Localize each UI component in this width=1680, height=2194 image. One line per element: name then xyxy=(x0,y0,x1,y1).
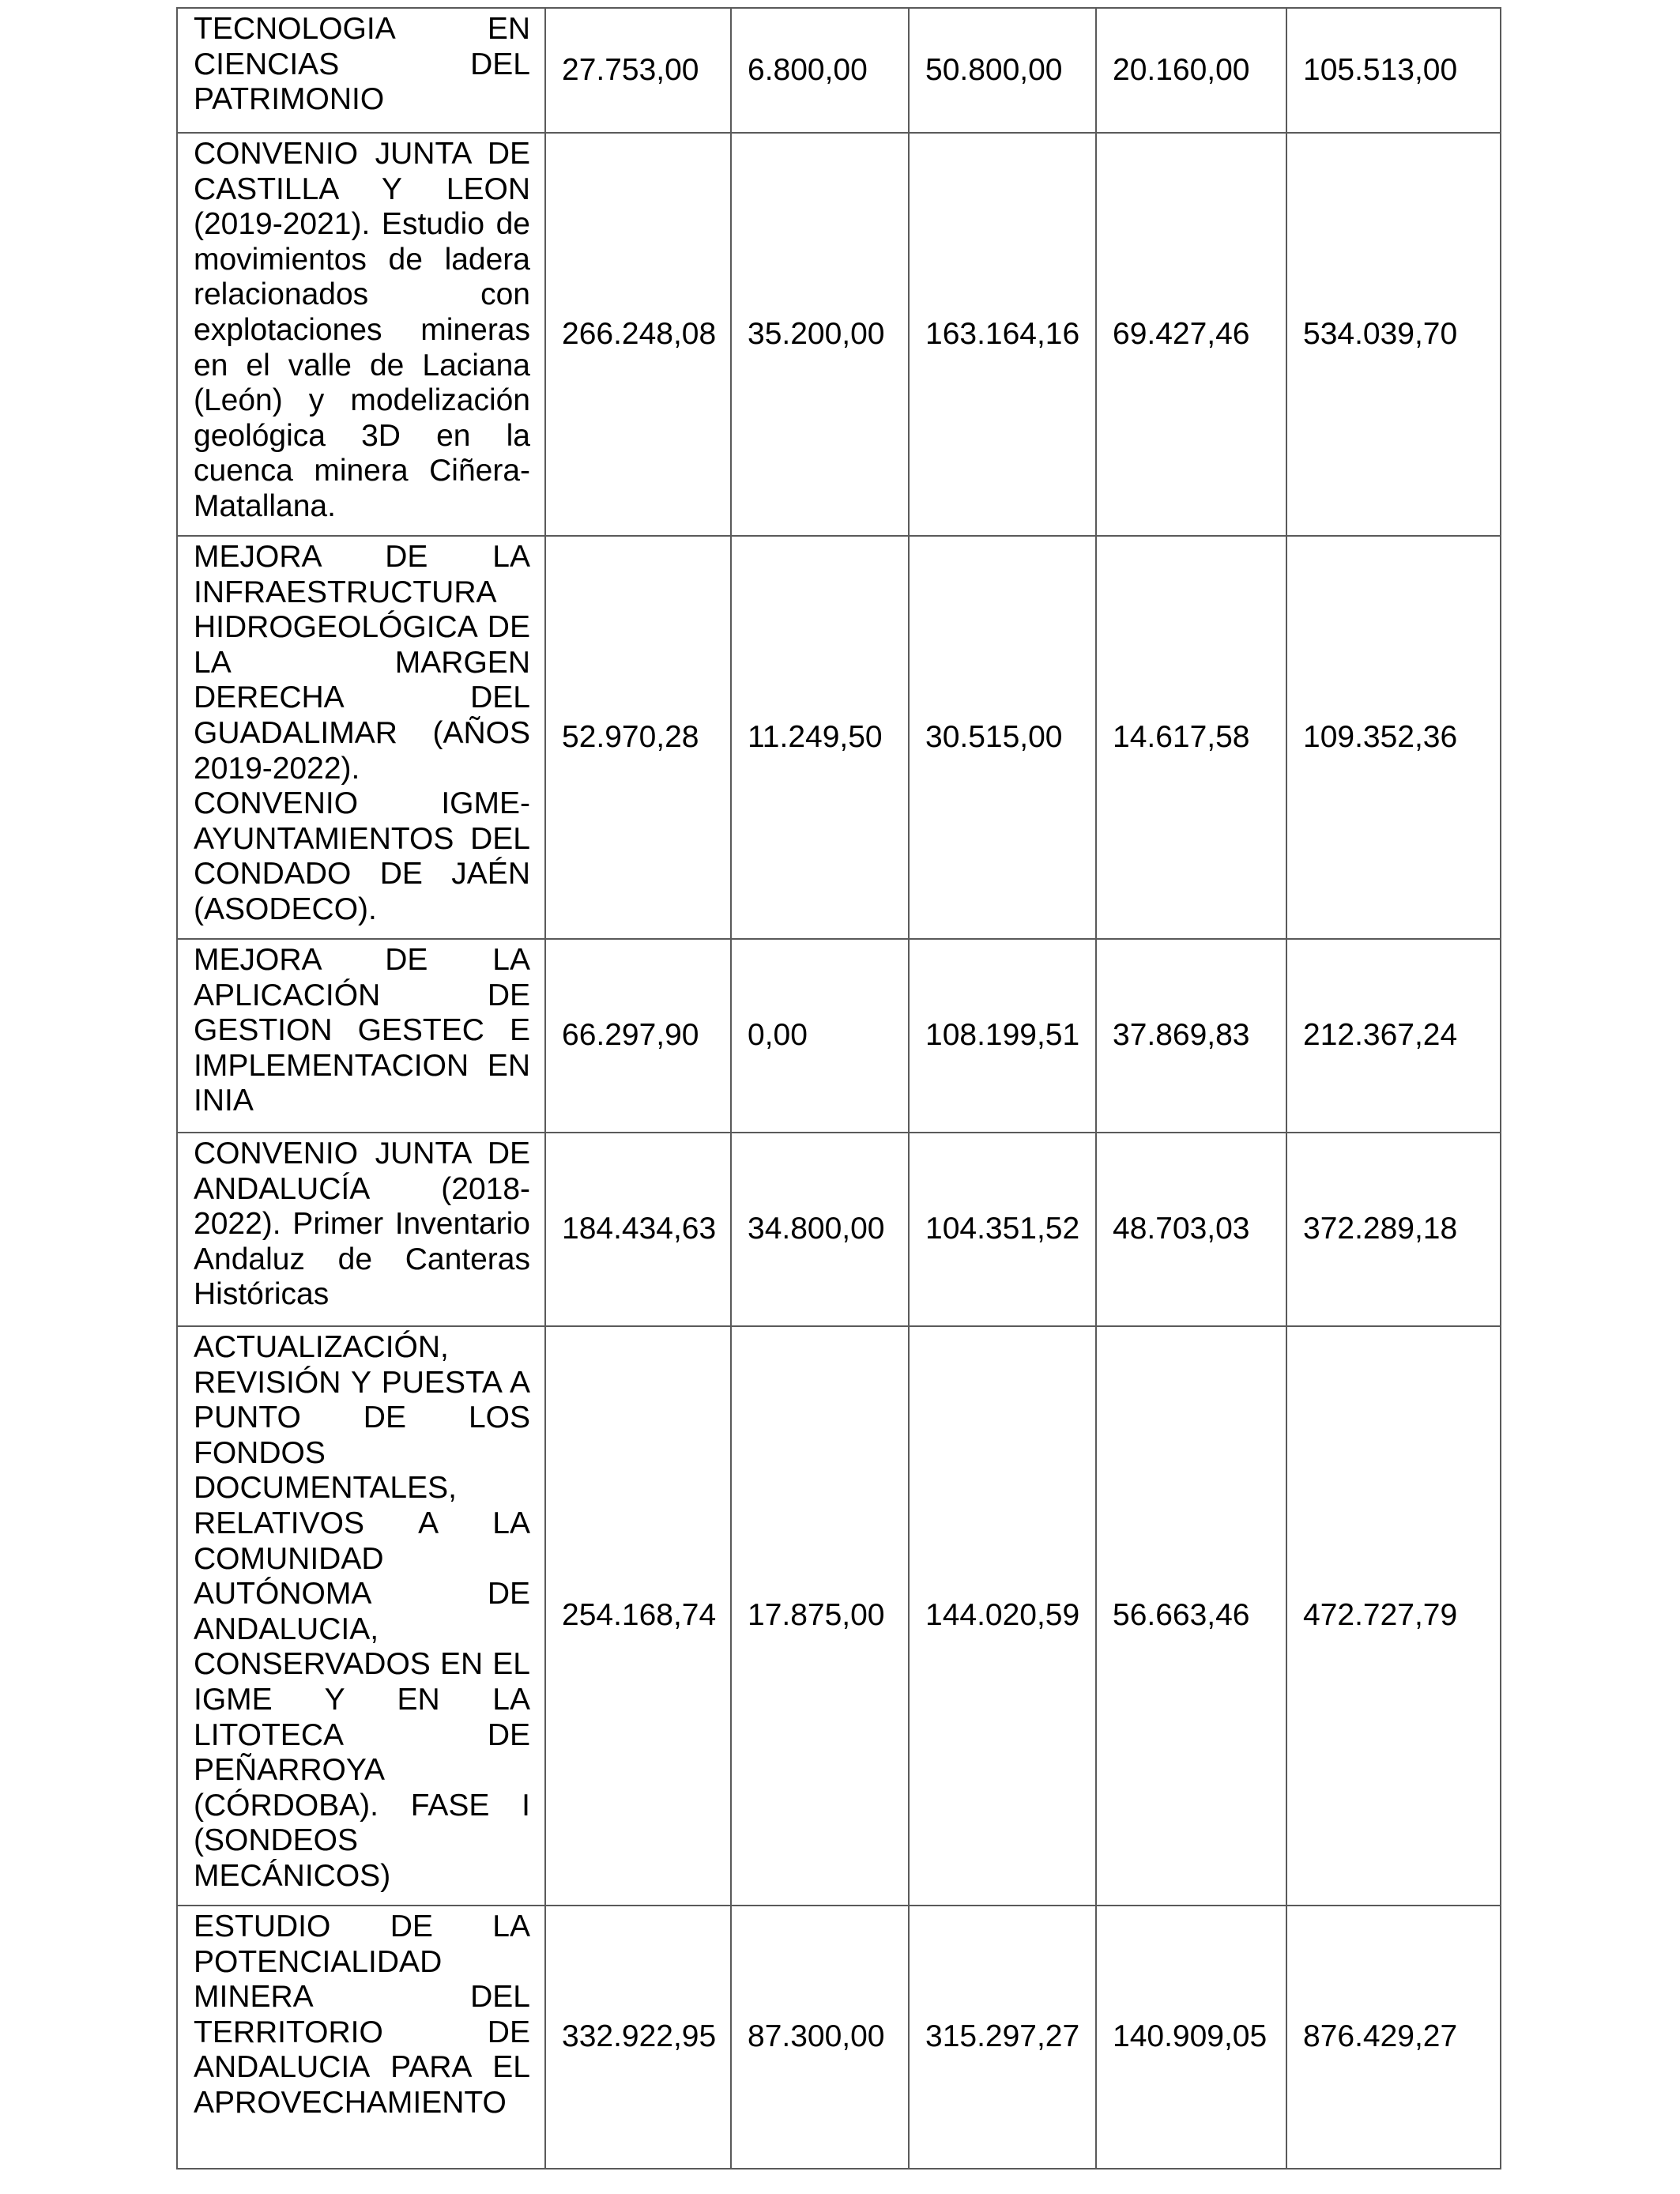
table-row xyxy=(177,133,1501,536)
amount-cell: 163.164,16 xyxy=(909,133,1096,536)
table-row xyxy=(177,1326,1501,1906)
table-row xyxy=(177,536,1501,939)
project-description: MEJORA DE LA APLICACIÓN DE GESTION GESTEC E IMPLEMENTACION EN INIA xyxy=(177,939,545,1133)
project-description: ESTUDIO DE LA POTENCIALIDAD MINERA DEL TERRITORIO DE ANDALUCIA PARA EL APROVECHAMIENTO xyxy=(177,1906,545,2169)
total-cell: 534.039,70 xyxy=(1286,133,1501,536)
amount-cell: 266.248,08 xyxy=(545,133,731,536)
amount-cell: 30.515,00 xyxy=(909,536,1096,939)
amount-cell: 87.300,00 xyxy=(731,1906,909,2169)
amount-cell: 48.703,03 xyxy=(1096,1133,1286,1326)
table-row xyxy=(177,1133,1501,1326)
amount-cell: 140.909,05 xyxy=(1096,1906,1286,2169)
project-description: ACTUALIZACIÓN, REVISIÓN Y PUESTA A PUNTO DE LOS FONDOS DOCUMENTALES, RELATIVOS A LA COMUNIDAD AUTÓNOMA DE ANDALUCIA, CONSERVADOS EN EL IGME Y EN LA LITOTECA DE PEÑARROYA (CÓRDOBA). FASE I (SONDEOS MECÁNICOS) xyxy=(177,1326,545,1906)
table-row xyxy=(177,1906,1501,2169)
amount-cell: 37.869,83 xyxy=(1096,939,1286,1133)
amount-cell: 6.800,00 xyxy=(731,8,909,133)
amount-cell: 35.200,00 xyxy=(731,133,909,536)
table-row xyxy=(177,8,1501,133)
total-cell: 876.429,27 xyxy=(1286,1906,1501,2169)
amount-cell: 50.800,00 xyxy=(909,8,1096,133)
project-description: CONVENIO JUNTA DE CASTILLA Y LEON (2019-2021). Estudio de movimientos de ladera relacionados con explotaciones mineras en el valle de Laciana (León) y modelización geológica 3D en la cuenca minera Ciñera-Matallana. xyxy=(177,133,545,536)
project-description: MEJORA DE LA INFRAESTRUCTURA HIDROGEOLÓGICA DE LA MARGEN DERECHA DEL GUADALIMAR (AÑOS 2019-2022). CONVENIO IGME-AYUNTAMIENTOS DEL CONDADO DE JAÉN (ASODECO). xyxy=(177,536,545,939)
amount-cell: 17.875,00 xyxy=(731,1326,909,1906)
total-cell: 472.727,79 xyxy=(1286,1326,1501,1906)
total-cell: 372.289,18 xyxy=(1286,1133,1501,1326)
amount-cell: 0,00 xyxy=(731,939,909,1133)
amount-cell: 332.922,95 xyxy=(545,1906,731,2169)
amount-cell: 27.753,00 xyxy=(545,8,731,133)
amount-cell: 104.351,52 xyxy=(909,1133,1096,1326)
amount-cell: 56.663,46 xyxy=(1096,1326,1286,1906)
amount-cell: 254.168,74 xyxy=(545,1326,731,1906)
total-cell: 109.352,36 xyxy=(1286,536,1501,939)
total-cell: 212.367,24 xyxy=(1286,939,1501,1133)
amount-cell: 14.617,58 xyxy=(1096,536,1286,939)
amount-cell: 184.434,63 xyxy=(545,1133,731,1326)
table-row xyxy=(177,939,1501,1133)
amount-cell: 69.427,46 xyxy=(1096,133,1286,536)
project-description: CONVENIO JUNTA DE ANDALUCÍA (2018-2022). Primer Inventario Andaluz de Canteras Históricas xyxy=(177,1133,545,1326)
project-description: TECNOLOGIA EN CIENCIAS DEL PATRIMONIO xyxy=(177,8,545,133)
amount-cell: 34.800,00 xyxy=(731,1133,909,1326)
amount-cell: 66.297,90 xyxy=(545,939,731,1133)
amount-cell: 315.297,27 xyxy=(909,1906,1096,2169)
total-cell: 105.513,00 xyxy=(1286,8,1501,133)
amount-cell: 52.970,28 xyxy=(545,536,731,939)
amount-cell: 108.199,51 xyxy=(909,939,1096,1133)
budget-table xyxy=(176,7,1501,2169)
amount-cell: 144.020,59 xyxy=(909,1326,1096,1906)
amount-cell: 20.160,00 xyxy=(1096,8,1286,133)
amount-cell: 11.249,50 xyxy=(731,536,909,939)
